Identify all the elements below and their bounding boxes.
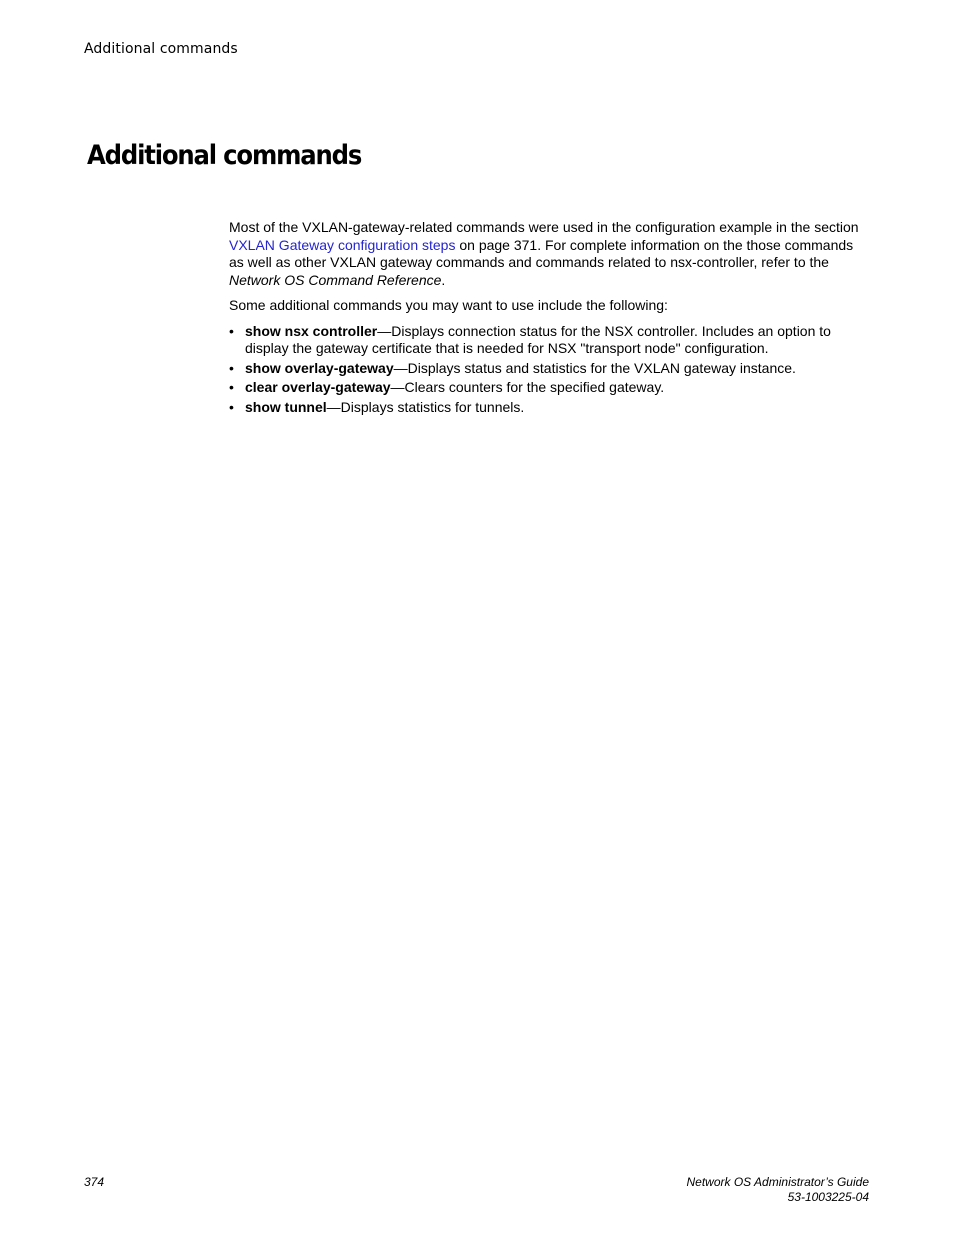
command-description: —Clears counters for the specified gateway. [390,379,665,395]
intro-text-1: Most of the VXLAN-gateway-related commands were used in the configuration example in the section [229,219,859,235]
intro-paragraph [229,219,869,289]
command-list [229,323,869,417]
command-name: clear overlay-gateway [245,379,391,395]
lead-paragraph: Some additional commands you may want to use include the following: [229,297,668,313]
body-text [229,219,869,418]
bullet: • [229,322,234,339]
bullet: • [229,398,234,415]
intro-text-2: on page 371. For complete information on the those commands as well as other VXLAN gateway commands and commands related to nsx-controller, refer to the [229,236,854,270]
command-description: —Displays connection status for the NSX controller. Includes an option to display the gateway certificate that is needed for NSX "transport node" configuration. [245,322,831,356]
footer-doc-number: 53-1003225-04 [787,1190,869,1204]
command-reference-title: Network OS Command Reference [229,271,442,288]
command-description: —Displays status and statistics for the VXLAN gateway instance. [393,359,796,376]
list-item [229,379,869,397]
command-description: —Displays statistics for tunnels. [326,398,525,415]
bullet: • [229,379,234,395]
list-item [229,323,869,358]
intro-text-3: . [441,271,446,288]
list-item [229,399,869,417]
command-name: show tunnel [245,398,327,415]
footer-doc-title: Network OS Administrator’s Guide [686,1175,869,1189]
running-header: Additional commands [84,41,238,57]
list-item [229,360,869,378]
command-name: show overlay-gateway [245,359,394,376]
vxlan-gateway-steps-link[interactable]: VXLAN Gateway configuration steps [229,236,456,253]
footer-doc-info [686,1175,869,1205]
page-title: Additional commands [87,140,362,171]
bullet: • [229,359,234,376]
command-name: show nsx controller [245,322,378,339]
page-number: 374 [84,1175,105,1189]
